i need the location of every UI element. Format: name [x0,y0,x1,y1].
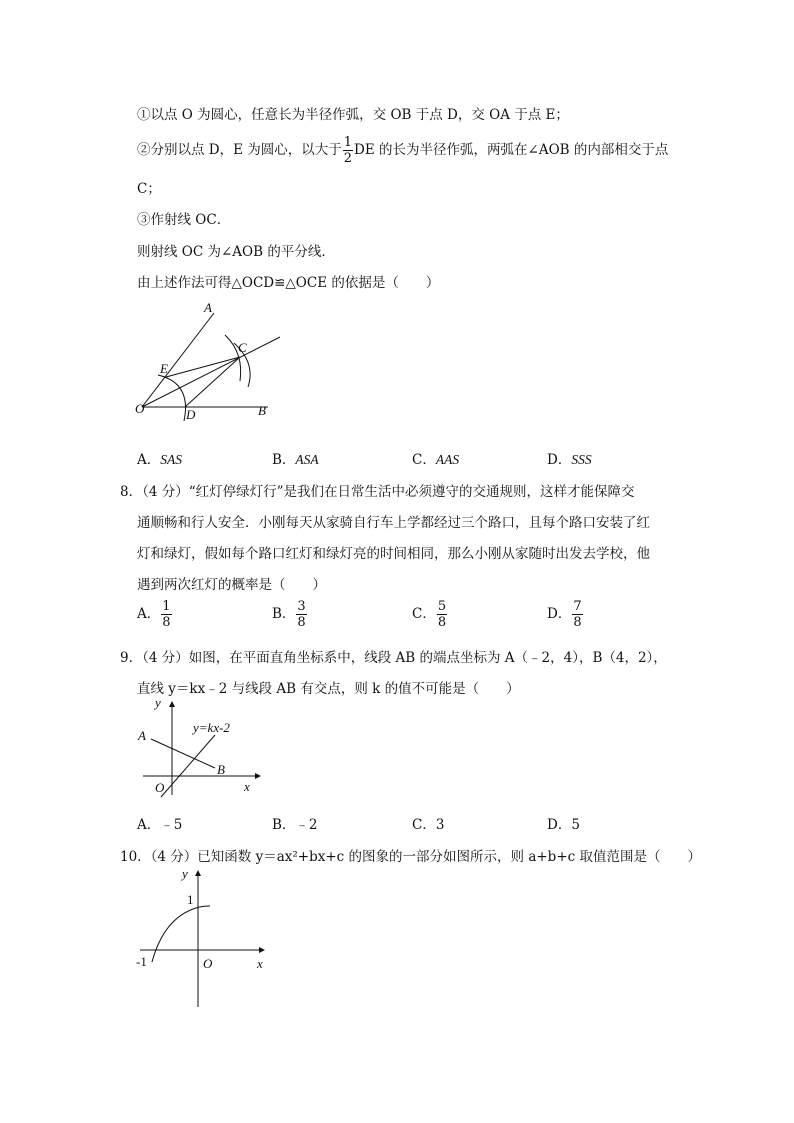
q7-angle-bisector-figure [130,295,290,430]
q7-frac-den: 2 [343,151,353,166]
option-letter: B． [272,452,296,468]
q8-option-c[interactable] [412,600,448,629]
option-text: ﹣5 [160,817,183,833]
option-fraction [572,600,582,629]
q8-option-d[interactable] [547,600,584,629]
q10-parabola-figure [130,862,275,1012]
q8-line4: 遇到两次红灯的概率是（ ） [137,577,326,593]
option-letter: A． [137,606,161,622]
option-fraction [437,600,447,629]
ray-OA [142,313,214,407]
parabola-curve [152,906,210,962]
option-letter: B． [272,606,296,622]
label-A: A [204,300,212,315]
frac-den: 8 [297,615,306,630]
q9-line2: 直线 y＝kx﹣2 与线段 AB 有交点，则 k 的值不可能是（ ） [137,681,520,697]
segment-AB [151,739,215,768]
label-x: x [244,779,250,794]
option-letter: A． [137,452,161,468]
label-E: E [160,361,168,376]
q9-line1: 9．（4 分）如图，在平面直角坐标系中，线段 AB 的端点坐标为 A（﹣2，4），B（4，2）， [120,650,667,666]
q8-line2: 通顺畅和行人安全．小刚每天从家骑自行车上学都经过三个路口，且每个路口安装了红 [137,515,650,531]
q7-step3: ③作射线 OC． [137,212,231,228]
frac-num: 3 [297,599,306,614]
label-C: C [238,340,247,355]
q7-option-b[interactable] [272,448,319,468]
frac-den: 8 [437,615,447,630]
option-letter: B． [272,817,296,833]
option-fraction [296,600,306,629]
q7-step1: ①以点 O 为圆心，任意长为半径作弧，交 OB 于点 D，交 OA 于点 E； [137,107,569,123]
q7-step2-pre: ②分别以点 D，E 为圆心，以大于 [137,142,342,158]
q9-coordinate-figure [135,695,265,800]
option-fraction [161,600,171,629]
q8-option-a[interactable] [137,600,173,629]
line-y-kx-2 [161,735,215,797]
q7-step2-post: DE 的长为半径作弧，两弧在∠AOB 的内部相交于点 [354,142,669,158]
option-letter: D． [547,817,572,833]
label-O: O [135,401,145,416]
frac-den: 8 [162,615,171,630]
label-neg-one: -1 [136,954,147,969]
option-letter: D． [547,606,572,622]
q8-line1: 8．（4 分）“红灯停绿灯行”是我们在日常生活中必须遵守的交通规则，这样才能保障交 [120,484,635,500]
q9-option-c[interactable] [412,813,444,833]
label-O: O [155,780,165,795]
q7-step2 [137,136,668,165]
q7-option-d[interactable] [547,448,592,468]
option-letter: C． [412,452,436,468]
option-text: 5 [571,817,580,833]
label-A: A [138,728,146,743]
option-letter: C． [412,606,436,622]
x-axis-arrow [259,947,265,953]
y-axis-arrow [169,701,175,707]
arc-DE [158,375,186,421]
q8-option-b[interactable] [272,600,308,629]
frac-num: 1 [162,599,171,614]
option-text: AAS [435,452,460,467]
frac-num: 7 [573,599,582,614]
label-B: B [217,762,225,777]
q9-option-a[interactable] [137,813,182,833]
label-O: O [203,956,213,971]
label-x: x [257,956,263,971]
x-axis-arrow [255,773,261,779]
option-text: 3 [435,817,445,833]
label-y: y [182,866,188,881]
label-D: D [186,407,196,422]
option-text: ﹣2 [295,817,318,833]
label-one: 1 [187,892,194,907]
label-line: y=kx-2 [193,720,230,735]
option-letter: A． [137,817,161,833]
y-axis-arrow [195,870,201,876]
q8-line3: 灯和绿灯，假如每个路口红灯和绿灯亮的时间相同，那么小刚从家随时出发去学校，他 [137,546,650,562]
q7-option-c[interactable] [412,448,459,468]
label-y: y [155,695,161,710]
q7-step2-cont: C； [137,181,161,197]
q7-frac-num: 1 [343,135,353,150]
q7-half-fraction [343,136,353,165]
option-letter: C． [412,817,436,833]
frac-num: 5 [437,599,447,614]
option-text: SSS [571,452,592,467]
q9-option-b[interactable] [272,813,318,833]
q10-line1: 10．（4 分）已知函数 y＝ax²+bx+c 的图象的一部分如图所示，则 a+b+c 取值范围是（ ） [120,849,701,865]
option-letter: D． [547,452,572,468]
q9-option-d[interactable] [547,813,580,833]
frac-den: 8 [573,615,582,630]
q7-question: 由上述作法可得△OCD≌△OCE 的依据是（ ） [137,275,440,291]
option-text: ASA [295,452,319,467]
label-B: B [258,403,266,418]
q7-option-a[interactable] [137,448,182,468]
q7-conclusion: 则射线 OC 为∠AOB 的平分线． [137,244,335,260]
option-text: SAS [160,452,182,467]
